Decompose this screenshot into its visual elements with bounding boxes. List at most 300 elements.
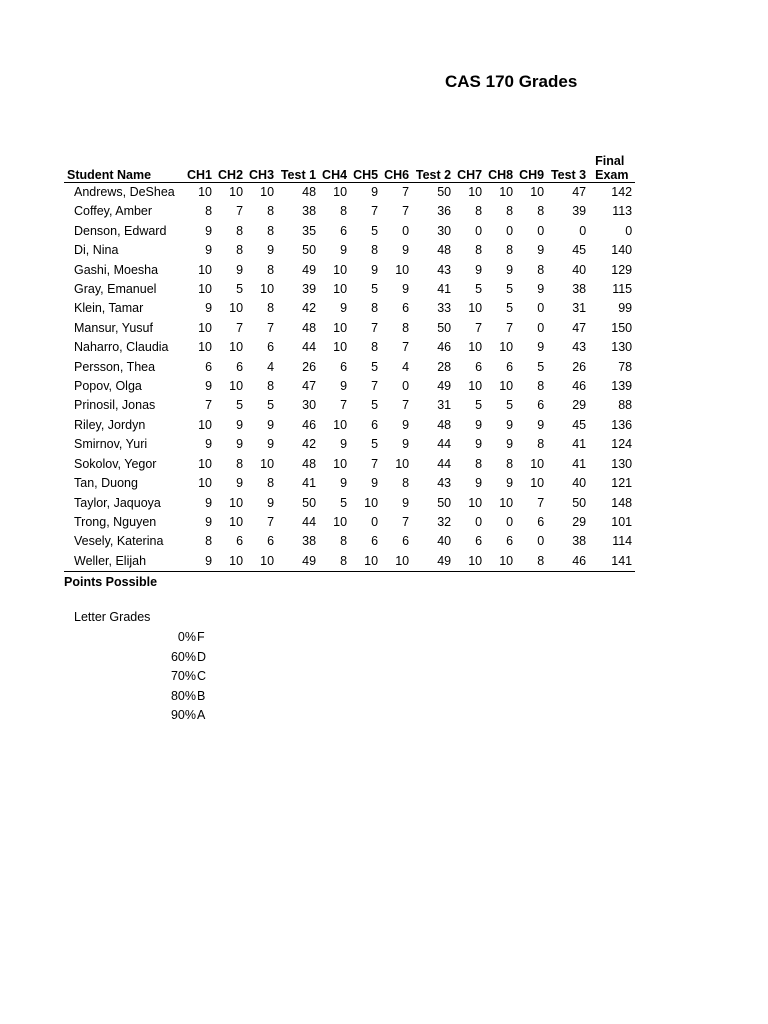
table-row bbox=[64, 494, 635, 513]
score-cell: 10 bbox=[198, 340, 213, 355]
score-cell: 115 bbox=[612, 282, 633, 297]
letter-grade-row bbox=[150, 667, 211, 687]
score-cell: 136 bbox=[611, 417, 633, 432]
score-cell: 9 bbox=[340, 301, 348, 316]
score-cell: 10 bbox=[333, 417, 348, 432]
score-cell: 41 bbox=[572, 437, 587, 452]
score-cell: 10 bbox=[260, 185, 275, 199]
score-cell: 30 bbox=[302, 398, 317, 413]
column-header: CH3 bbox=[246, 148, 277, 183]
score-cell: 9 bbox=[205, 514, 213, 529]
score-cell: 38 bbox=[302, 534, 317, 549]
score-cell: 39 bbox=[302, 282, 317, 297]
student-name-cell: Di, Nina bbox=[74, 243, 119, 258]
table-row bbox=[64, 377, 635, 396]
score-cell: 6 bbox=[402, 534, 410, 549]
score-cell: 5 bbox=[537, 359, 545, 374]
score-cell: 9 bbox=[205, 379, 213, 394]
score-cell: 47 bbox=[302, 379, 317, 394]
score-cell: 130 bbox=[611, 456, 633, 471]
score-cell: 6 bbox=[236, 359, 244, 374]
score-cell: 10 bbox=[198, 476, 213, 491]
score-cell: 10 bbox=[229, 514, 244, 529]
table-row bbox=[64, 416, 635, 435]
table-row bbox=[64, 435, 635, 454]
score-cell: 10 bbox=[364, 495, 379, 510]
score-cell: 7 bbox=[371, 204, 379, 219]
score-cell: 28 bbox=[437, 359, 452, 374]
score-cell: 9 bbox=[267, 437, 275, 452]
score-cell: 9 bbox=[371, 262, 379, 277]
score-cell: 10 bbox=[198, 282, 213, 297]
student-name-cell: Mansur, Yusuf bbox=[74, 320, 153, 335]
score-cell: 9 bbox=[236, 476, 244, 491]
score-cell: 0 bbox=[506, 514, 514, 529]
score-cell: 0 bbox=[579, 223, 587, 238]
score-cell: 8 bbox=[267, 379, 275, 394]
score-cell: 8 bbox=[402, 320, 410, 335]
grade-threshold: 60% bbox=[170, 649, 196, 664]
score-cell: 0 bbox=[537, 534, 545, 549]
score-cell: 0 bbox=[475, 223, 483, 238]
score-cell: 6 bbox=[236, 534, 244, 549]
score-cell: 8 bbox=[205, 534, 213, 549]
column-header: Test 2 bbox=[412, 148, 454, 183]
score-cell: 50 bbox=[572, 495, 587, 510]
score-cell: 44 bbox=[437, 456, 452, 471]
points-possible-label: Points Possible bbox=[64, 575, 158, 590]
score-cell: 9 bbox=[340, 476, 348, 491]
table-row bbox=[64, 202, 635, 221]
score-cell: 8 bbox=[537, 437, 545, 452]
score-cell: 5 bbox=[371, 223, 379, 238]
student-name-cell: Prinosil, Jonas bbox=[74, 398, 156, 413]
score-cell: 9 bbox=[267, 417, 275, 432]
column-header: CH6 bbox=[381, 148, 412, 183]
score-cell: 46 bbox=[437, 340, 452, 355]
score-cell: 45 bbox=[572, 417, 587, 432]
score-cell: 7 bbox=[506, 320, 514, 335]
score-cell: 42 bbox=[302, 301, 317, 316]
score-cell: 9 bbox=[402, 495, 410, 510]
student-name-cell: Klein, Tamar bbox=[74, 301, 144, 316]
score-cell: 10 bbox=[499, 185, 514, 199]
score-cell: 8 bbox=[236, 456, 244, 471]
score-cell: 8 bbox=[475, 243, 483, 258]
score-cell: 10 bbox=[468, 379, 483, 394]
score-cell: 9 bbox=[340, 379, 348, 394]
grade-threshold: 70% bbox=[170, 669, 196, 684]
score-cell: 101 bbox=[611, 514, 633, 529]
score-cell: 10 bbox=[333, 514, 348, 529]
score-cell: 4 bbox=[402, 359, 410, 374]
table-row bbox=[64, 319, 635, 338]
points-possible-row bbox=[64, 572, 635, 593]
student-name-cell: Coffey, Amber bbox=[74, 204, 153, 219]
table-row bbox=[64, 280, 635, 299]
score-cell: 8 bbox=[506, 456, 514, 471]
student-name-cell: Taylor, Jaquoya bbox=[74, 495, 161, 510]
score-cell: 10 bbox=[229, 301, 244, 316]
score-cell: 5 bbox=[506, 398, 514, 413]
score-cell: 10 bbox=[198, 417, 213, 432]
score-cell: 10 bbox=[229, 379, 244, 394]
column-header: Test 1 bbox=[277, 148, 319, 183]
column-header: CH5 bbox=[350, 148, 381, 183]
letter-grade-row bbox=[150, 687, 211, 707]
score-cell: 6 bbox=[340, 359, 348, 374]
score-cell: 9 bbox=[537, 282, 545, 297]
score-cell: 8 bbox=[340, 204, 348, 219]
score-cell: 10 bbox=[198, 185, 213, 199]
score-cell: 48 bbox=[302, 456, 317, 471]
score-cell: 10 bbox=[333, 282, 348, 297]
column-header: Student Name bbox=[64, 148, 184, 183]
score-cell: 6 bbox=[537, 514, 545, 529]
grades-table bbox=[64, 148, 635, 592]
score-cell: 10 bbox=[499, 340, 514, 355]
score-cell: 8 bbox=[537, 379, 545, 394]
page-title: CAS 170 Grades bbox=[445, 72, 578, 91]
score-cell: 5 bbox=[475, 398, 483, 413]
table-row bbox=[64, 474, 635, 493]
score-cell: 9 bbox=[205, 301, 213, 316]
score-cell: 10 bbox=[260, 456, 275, 471]
score-cell: 9 bbox=[205, 243, 213, 258]
table-row bbox=[64, 358, 635, 377]
student-name-cell: Persson, Thea bbox=[74, 359, 156, 374]
student-name-cell: Riley, Jordyn bbox=[74, 417, 146, 432]
score-cell: 5 bbox=[236, 398, 244, 413]
table-row bbox=[64, 241, 635, 260]
score-cell: 5 bbox=[371, 398, 379, 413]
score-cell: 39 bbox=[572, 204, 587, 219]
score-cell: 30 bbox=[437, 223, 452, 238]
score-cell: 9 bbox=[402, 282, 410, 297]
score-cell: 8 bbox=[371, 243, 379, 258]
score-cell: 26 bbox=[302, 359, 317, 374]
score-cell: 5 bbox=[267, 398, 275, 413]
score-cell: 10 bbox=[499, 379, 514, 394]
score-cell: 7 bbox=[236, 204, 244, 219]
score-cell: 8 bbox=[506, 204, 514, 219]
score-cell: 148 bbox=[611, 495, 633, 510]
score-cell: 8 bbox=[402, 476, 410, 491]
student-name-cell: Smirnov, Yuri bbox=[74, 437, 148, 452]
score-cell: 0 bbox=[475, 514, 483, 529]
score-cell: 10 bbox=[198, 262, 213, 277]
score-cell: 31 bbox=[437, 398, 452, 413]
score-cell: 10 bbox=[229, 340, 244, 355]
grade-letter: F bbox=[197, 630, 205, 644]
score-cell: 10 bbox=[468, 301, 483, 316]
score-cell: 47 bbox=[572, 320, 587, 335]
grade-letter: A bbox=[197, 708, 206, 723]
score-cell: 6 bbox=[205, 359, 213, 374]
score-cell: 139 bbox=[611, 379, 633, 394]
score-cell: 50 bbox=[302, 495, 317, 510]
score-cell: 6 bbox=[267, 534, 275, 549]
score-cell: 48 bbox=[437, 417, 452, 432]
score-cell: 9 bbox=[475, 417, 483, 432]
score-cell: 7 bbox=[402, 185, 410, 199]
grade-letter: B bbox=[197, 688, 206, 703]
score-cell: 29 bbox=[572, 514, 587, 529]
score-cell: 50 bbox=[302, 243, 317, 258]
score-cell: 9 bbox=[340, 243, 348, 258]
score-cell: 6 bbox=[371, 417, 379, 432]
score-cell: 10 bbox=[485, 552, 516, 572]
score-cell: 7 bbox=[402, 340, 410, 355]
score-cell: 49 bbox=[302, 262, 317, 277]
score-cell: 5 bbox=[506, 301, 514, 316]
score-cell: 8 bbox=[475, 204, 483, 219]
score-cell: 10 bbox=[381, 552, 412, 572]
score-cell: 6 bbox=[402, 301, 410, 316]
table-row bbox=[64, 455, 635, 474]
score-cell: 130 bbox=[611, 340, 633, 355]
student-name-cell: Naharro, Claudia bbox=[74, 340, 169, 355]
score-cell: 10 bbox=[229, 185, 244, 199]
score-cell: 10 bbox=[468, 185, 483, 199]
score-cell: 40 bbox=[572, 262, 587, 277]
table-row bbox=[64, 532, 635, 551]
table-header-row bbox=[64, 148, 635, 183]
score-cell: 9 bbox=[371, 476, 379, 491]
column-header: CH2 bbox=[215, 148, 246, 183]
score-cell: 0 bbox=[402, 379, 410, 394]
score-cell: 44 bbox=[302, 514, 317, 529]
score-cell: 8 bbox=[340, 534, 348, 549]
score-cell: 48 bbox=[302, 320, 317, 335]
score-cell: 9 bbox=[537, 243, 545, 258]
score-cell: 7 bbox=[402, 204, 410, 219]
score-cell: 5 bbox=[475, 282, 483, 297]
column-header: Test 3 bbox=[547, 148, 589, 183]
score-cell: 6 bbox=[340, 223, 348, 238]
score-cell: 9 bbox=[506, 437, 514, 452]
score-cell: 114 bbox=[612, 534, 633, 549]
score-cell: 26 bbox=[572, 359, 587, 374]
score-cell: 9 bbox=[402, 417, 410, 432]
student-name-cell: Sokolov, Yegor bbox=[74, 456, 157, 471]
score-cell: 41 bbox=[572, 456, 587, 471]
score-cell: 140 bbox=[611, 243, 633, 258]
score-cell: 49 bbox=[277, 552, 319, 572]
score-cell: 9 bbox=[402, 437, 410, 452]
score-cell: 9 bbox=[506, 262, 514, 277]
score-cell: 10 bbox=[229, 495, 244, 510]
grade-threshold: 90% bbox=[170, 708, 196, 723]
score-cell: 10 bbox=[333, 340, 348, 355]
score-cell: 10 bbox=[333, 262, 348, 277]
score-cell: 6 bbox=[506, 359, 514, 374]
letter-grade-row bbox=[150, 706, 211, 726]
score-cell: 9 bbox=[205, 223, 213, 238]
score-cell: 10 bbox=[454, 552, 485, 572]
score-cell: 49 bbox=[412, 552, 454, 572]
score-cell: 38 bbox=[572, 282, 587, 297]
score-cell: 0 bbox=[506, 223, 514, 238]
score-cell: 0 bbox=[402, 223, 410, 238]
score-cell: 49 bbox=[437, 379, 452, 394]
score-cell: 7 bbox=[236, 320, 244, 335]
score-cell: 10 bbox=[333, 456, 348, 471]
score-cell: 10 bbox=[215, 552, 246, 572]
table-row bbox=[64, 261, 635, 280]
score-cell: 43 bbox=[437, 262, 452, 277]
column-header: CH9 bbox=[516, 148, 547, 183]
score-cell: 43 bbox=[572, 340, 587, 355]
score-cell: 8 bbox=[267, 262, 275, 277]
score-cell: 142 bbox=[611, 185, 633, 199]
score-cell: 9 bbox=[506, 417, 514, 432]
score-cell: 36 bbox=[437, 204, 452, 219]
student-name-cell: Gashi, Moesha bbox=[74, 262, 159, 277]
score-cell: 44 bbox=[302, 340, 317, 355]
score-cell: 29 bbox=[572, 398, 587, 413]
score-cell: 10 bbox=[530, 476, 545, 491]
score-cell: 8 bbox=[267, 223, 275, 238]
score-cell: 8 bbox=[475, 456, 483, 471]
score-cell: 0 bbox=[537, 223, 545, 238]
score-cell: 7 bbox=[371, 456, 379, 471]
score-cell: 31 bbox=[572, 301, 587, 316]
score-cell: 41 bbox=[437, 282, 452, 297]
score-cell: 50 bbox=[437, 495, 452, 510]
score-cell: 8 bbox=[205, 204, 213, 219]
student-name-cell: Weller, Elijah bbox=[64, 552, 184, 572]
score-cell: 124 bbox=[611, 437, 633, 452]
score-cell: 32 bbox=[437, 514, 452, 529]
column-header: CH8 bbox=[485, 148, 516, 183]
table-row bbox=[64, 513, 635, 532]
score-cell: 0 bbox=[371, 514, 379, 529]
letter-grade-row bbox=[150, 648, 211, 668]
score-cell: 9 bbox=[205, 437, 213, 452]
score-cell: 47 bbox=[572, 185, 587, 199]
score-cell: 88 bbox=[618, 398, 633, 413]
score-cell: 44 bbox=[437, 437, 452, 452]
score-cell: 8 bbox=[236, 223, 244, 238]
grade-threshold: 80% bbox=[170, 688, 196, 703]
score-cell: 7 bbox=[402, 398, 410, 413]
table-row bbox=[64, 396, 635, 415]
student-name-cell: Vesely, Katerina bbox=[74, 534, 164, 549]
score-cell: 113 bbox=[612, 204, 633, 219]
score-cell: 10 bbox=[333, 185, 348, 199]
score-cell: 8 bbox=[537, 262, 545, 277]
score-cell: 6 bbox=[371, 534, 379, 549]
score-cell: 5 bbox=[506, 282, 514, 297]
score-cell: 8 bbox=[371, 301, 379, 316]
score-cell: 6 bbox=[537, 398, 545, 413]
score-cell: 35 bbox=[302, 223, 317, 238]
score-cell: 40 bbox=[572, 476, 587, 491]
score-cell: 78 bbox=[618, 359, 633, 374]
student-name-cell: Tan, Duong bbox=[74, 476, 138, 491]
score-cell: 10 bbox=[333, 320, 348, 335]
student-name-cell: Denson, Edward bbox=[74, 223, 167, 238]
column-header: Final Exam bbox=[589, 148, 635, 183]
column-header: CH7 bbox=[454, 148, 485, 183]
grade-letter: D bbox=[197, 649, 207, 664]
score-cell: 4 bbox=[267, 359, 275, 374]
score-cell: 9 bbox=[236, 417, 244, 432]
score-cell: 8 bbox=[267, 301, 275, 316]
score-cell: 9 bbox=[267, 495, 275, 510]
score-cell: 8 bbox=[267, 476, 275, 491]
score-cell: 33 bbox=[437, 301, 452, 316]
score-cell: 38 bbox=[302, 204, 317, 219]
score-cell: 10 bbox=[395, 456, 410, 471]
table-row bbox=[64, 183, 635, 203]
score-cell: 7 bbox=[340, 398, 348, 413]
score-cell: 46 bbox=[302, 417, 317, 432]
score-cell: 9 bbox=[537, 417, 545, 432]
score-cell: 9 bbox=[267, 243, 275, 258]
score-cell: 9 bbox=[475, 437, 483, 452]
score-cell: 9 bbox=[371, 185, 379, 199]
score-cell: 7 bbox=[205, 398, 213, 413]
score-cell: 5 bbox=[340, 495, 348, 510]
score-cell: 6 bbox=[475, 534, 483, 549]
score-cell: 5 bbox=[371, 282, 379, 297]
score-cell: 10 bbox=[350, 552, 381, 572]
grade-letter: C bbox=[197, 669, 207, 684]
score-cell: 9 bbox=[475, 476, 483, 491]
table-row bbox=[64, 299, 635, 318]
table-row bbox=[64, 222, 635, 241]
score-cell: 10 bbox=[198, 456, 213, 471]
score-cell: 7 bbox=[371, 379, 379, 394]
score-cell: 43 bbox=[437, 476, 452, 491]
score-cell: 7 bbox=[267, 320, 275, 335]
score-cell: 0 bbox=[625, 223, 633, 238]
column-header: CH4 bbox=[319, 148, 350, 183]
score-cell: 48 bbox=[437, 243, 452, 258]
score-cell: 10 bbox=[530, 185, 545, 199]
letter-grade-scale bbox=[150, 628, 211, 726]
score-cell: 141 bbox=[589, 552, 635, 572]
score-cell: 40 bbox=[437, 534, 452, 549]
score-cell: 42 bbox=[302, 437, 317, 452]
score-cell: 8 bbox=[371, 340, 379, 355]
score-cell: 46 bbox=[547, 552, 589, 572]
score-cell: 9 bbox=[205, 495, 213, 510]
student-name-cell: Trong, Nguyen bbox=[74, 514, 157, 529]
score-cell: 129 bbox=[611, 262, 633, 277]
score-cell: 9 bbox=[236, 262, 244, 277]
score-cell: 7 bbox=[475, 320, 483, 335]
score-cell: 10 bbox=[260, 282, 275, 297]
score-cell: 45 bbox=[572, 243, 587, 258]
score-cell: 0 bbox=[537, 301, 545, 316]
score-cell: 10 bbox=[530, 456, 545, 471]
score-cell: 6 bbox=[267, 340, 275, 355]
score-cell: 8 bbox=[319, 552, 350, 572]
student-name-cell: Andrews, DeShea bbox=[74, 185, 175, 199]
score-cell: 9 bbox=[475, 262, 483, 277]
score-cell: 10 bbox=[468, 495, 483, 510]
table-row bbox=[64, 552, 635, 572]
score-cell: 48 bbox=[302, 185, 317, 199]
score-cell: 9 bbox=[340, 437, 348, 452]
score-cell: 7 bbox=[537, 495, 545, 510]
score-cell: 7 bbox=[371, 320, 379, 335]
table-body bbox=[64, 183, 635, 572]
score-cell: 0 bbox=[537, 320, 545, 335]
